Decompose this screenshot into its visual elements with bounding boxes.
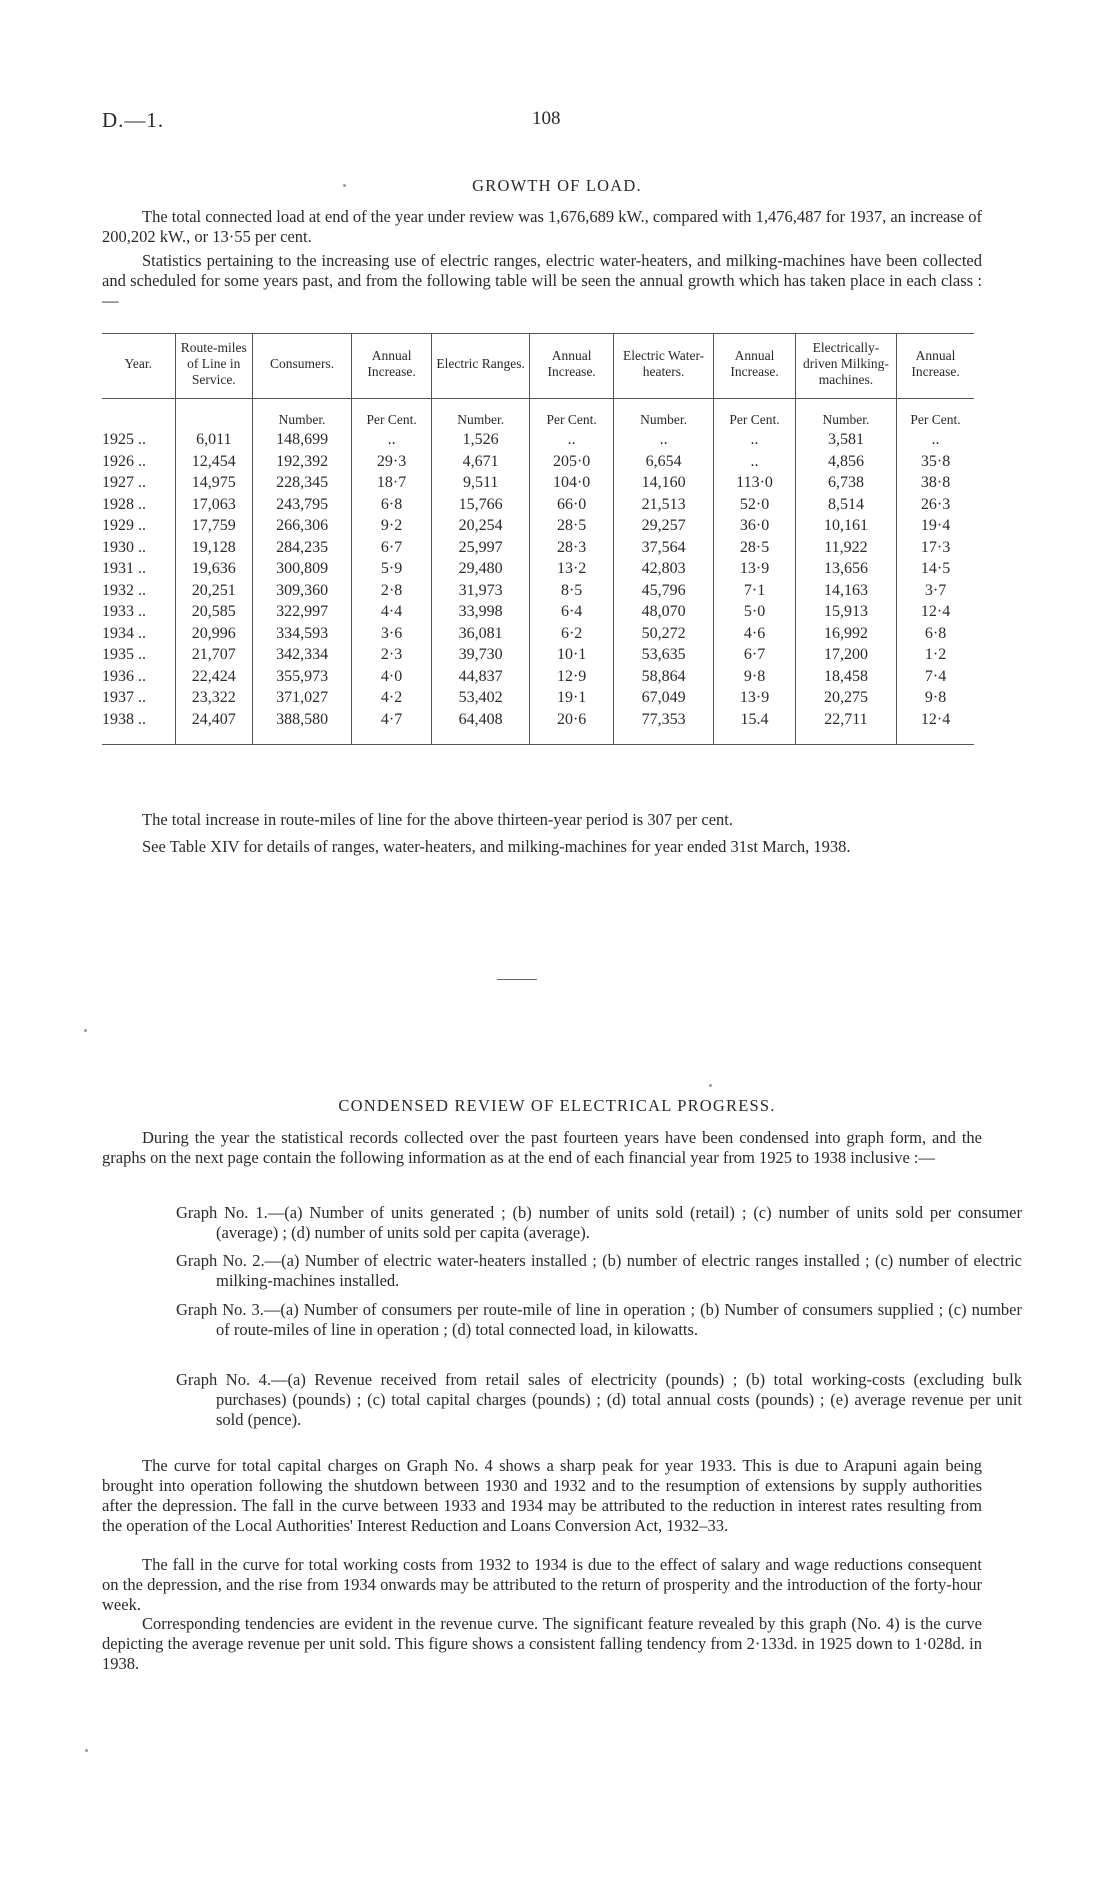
- table-cell: 4·6: [714, 623, 796, 645]
- section-title-condensed-review: CONDENSED REVIEW OF ELECTRICAL PROGRESS.: [338, 1096, 776, 1115]
- unit-cell: Per Cent.: [897, 399, 974, 430]
- paragraph-table-reference: See Table XIV for details of ranges, water-heaters, and milking-machines for year ended 31st March, 1938.: [142, 837, 851, 856]
- table-cell: 1934 ..: [102, 624, 146, 642]
- table-cell: 2·3: [352, 644, 432, 666]
- table-row: [102, 644, 974, 666]
- graph-item-4: [176, 1370, 1022, 1430]
- table-cell: 6·2: [530, 623, 614, 645]
- table-cell: 20,996: [175, 623, 253, 645]
- table-cell: 1·2: [897, 644, 974, 666]
- table-cell: 25,997: [431, 537, 529, 559]
- unit-cell: Number.: [253, 399, 352, 430]
- header-annual-increase-consumers: Annual Increase.: [352, 334, 432, 399]
- graph-item-1: [176, 1203, 1022, 1243]
- graph-item-2: [176, 1251, 1022, 1291]
- table-cell: 1925 ..: [102, 431, 146, 448]
- table-cell: 342,334: [253, 644, 352, 666]
- unit-cell: [175, 399, 253, 430]
- table-cell: 7·4: [897, 666, 974, 688]
- table-cell: 14,160: [613, 472, 713, 494]
- unit-cell: Number.: [613, 399, 713, 430]
- table-cell: 22,711: [795, 709, 896, 745]
- table-cell: 16,992: [795, 623, 896, 645]
- table-cell: 388,580: [253, 709, 352, 745]
- table-cell: 1938 ..: [102, 710, 146, 728]
- table-cell: ..: [714, 429, 796, 451]
- unit-cell: Per Cent.: [714, 399, 796, 430]
- table-cell: 266,306: [253, 515, 352, 537]
- header-milking-machines: Electrically-driven Milking-machines.: [795, 334, 896, 399]
- table-row: [102, 537, 974, 559]
- print-speck: [709, 1084, 712, 1087]
- table-row: [102, 623, 974, 645]
- table-cell: 42,803: [613, 558, 713, 580]
- table-cell: ..: [530, 429, 614, 451]
- units-row: [102, 399, 974, 430]
- table-cell: 205·0: [530, 451, 614, 473]
- table-cell: 6,011: [175, 429, 253, 451]
- table-cell: 5·0: [714, 601, 796, 623]
- table-cell: 19·4: [897, 515, 974, 537]
- table-cell: 31,973: [431, 580, 529, 602]
- table-cell: 1926 ..: [102, 452, 146, 470]
- graph-item-lead: Graph No. 1.—: [176, 1203, 285, 1222]
- table-row: [102, 515, 974, 537]
- table-cell: 26·3: [897, 494, 974, 516]
- paragraph-statistics-intro: Statistics pertaining to the increasing use of electric ranges, electric water-heaters, and milking-machines have been collected and scheduled for some years past, and from the following table will be seen the annual growth which has taken place in each class :—: [102, 251, 982, 310]
- table-cell: 53,402: [431, 687, 529, 709]
- graph-item-3: [176, 1300, 1022, 1340]
- graph-item-lead: Graph No. 4.—: [176, 1370, 288, 1389]
- graph-item-lead: Graph No. 2.—: [176, 1251, 282, 1270]
- table-cell: 28·5: [714, 537, 796, 559]
- section-title-growth-of-load: GROWTH OF LOAD.: [472, 176, 642, 195]
- table-cell: 52·0: [714, 494, 796, 516]
- table-cell: 113·0: [714, 472, 796, 494]
- table-cell: 6·7: [714, 644, 796, 666]
- print-speck: [84, 1029, 87, 1032]
- graph-item-text: (a) Number of electric water-heaters installed ; (b) number of electric ranges installed ; (c) number of electric milking-machines installed.: [216, 1251, 1022, 1290]
- table-cell: 20,254: [431, 515, 529, 537]
- table-cell: 9·8: [897, 687, 974, 709]
- print-speck: [85, 1749, 88, 1752]
- table-row: [102, 558, 974, 580]
- table-cell: 48,070: [613, 601, 713, 623]
- table-cell: 38·8: [897, 472, 974, 494]
- table-cell: 309,360: [253, 580, 352, 602]
- table-cell: 20,251: [175, 580, 253, 602]
- table-cell: 10·1: [530, 644, 614, 666]
- header-year: Year.: [102, 334, 175, 399]
- table-cell: 44,837: [431, 666, 529, 688]
- table-cell: 20,275: [795, 687, 896, 709]
- page-number: 108: [532, 108, 561, 129]
- table-row: [102, 429, 974, 451]
- table-cell: 14,975: [175, 472, 253, 494]
- table-cell: 243,795: [253, 494, 352, 516]
- table-cell: 14·5: [897, 558, 974, 580]
- table-cell: 33,998: [431, 601, 529, 623]
- table-cell: 6,654: [613, 451, 713, 473]
- table-cell: 22,424: [175, 666, 253, 688]
- table-cell: 29·3: [352, 451, 432, 473]
- table-cell: 19,636: [175, 558, 253, 580]
- table-cell: 17,063: [175, 494, 253, 516]
- table-cell: 4·4: [352, 601, 432, 623]
- table-cell: 6·4: [530, 601, 614, 623]
- table-cell: 15,913: [795, 601, 896, 623]
- table-cell: 18,458: [795, 666, 896, 688]
- graph-item-lead: Graph No. 3.—: [176, 1300, 281, 1319]
- table-cell: 355,973: [253, 666, 352, 688]
- print-speck: [343, 184, 346, 187]
- table-cell: 192,392: [253, 451, 352, 473]
- table-cell: 53,635: [613, 644, 713, 666]
- table-cell: 1931 ..: [102, 560, 146, 577]
- table-cell: 4,856: [795, 451, 896, 473]
- header-route-miles: Route-miles of Line in Service.: [175, 334, 253, 399]
- paragraph-condensed-intro: During the year the statistical records collected over the past fourteen years have been condensed into graph form, and the graphs on the next page contain the following information as at the end of each financial year from 1925 to 1938 inclusive :—: [102, 1128, 982, 1167]
- table-cell: 1927 ..: [102, 474, 146, 491]
- paragraph-working-costs: The fall in the curve for total working costs from 1932 to 1934 is due to the effect of salary and wage reductions consequent on the depression, and the rise from 1934 onwards may be attributed to the return of prosperity and the introduction of the forty-hour week.: [102, 1555, 982, 1614]
- unit-cell: Number.: [795, 399, 896, 430]
- table-cell: 1932 ..: [102, 581, 146, 599]
- table-cell: 35·8: [897, 451, 974, 473]
- table-cell: 300,809: [253, 558, 352, 580]
- table-cell: 1930 ..: [102, 538, 146, 556]
- table-cell: 18·7: [352, 472, 432, 494]
- paragraph-route-miles-increase: The total increase in route-miles of line for the above thirteen-year period is 307 per cent.: [142, 810, 734, 829]
- table-cell: 322,997: [253, 601, 352, 623]
- table-cell: 1937 ..: [102, 689, 146, 706]
- table-cell: 4·7: [352, 709, 432, 745]
- table-cell: 64,408: [431, 709, 529, 745]
- header-water-heaters: Electric Water-heaters.: [613, 334, 713, 399]
- table-cell: 14,163: [795, 580, 896, 602]
- table-cell: 12·4: [897, 601, 974, 623]
- table-cell: 67,049: [613, 687, 713, 709]
- table-cell: 17,200: [795, 644, 896, 666]
- table-cell: 1928 ..: [102, 495, 146, 513]
- table-cell: 19·1: [530, 687, 614, 709]
- table-row: [102, 494, 974, 516]
- table-cell: 3,581: [795, 429, 896, 451]
- table-cell: 45,796: [613, 580, 713, 602]
- paragraph-revenue-curve: Corresponding tendencies are evident in the revenue curve. The significant feature revealed by this graph (No. 4) is the curve depicting the average revenue per unit sold. This figure shows a consistent falling tendency from 2·133d. in 1925 down to 1·028d. in 1938.: [102, 1614, 982, 1673]
- table-cell: 12·9: [530, 666, 614, 688]
- graph-item-text: (a) Number of units generated ; (b) number of units sold (retail) ; (c) number of units sold per consumer (average) ; (d) number of units sold per capita (average).: [216, 1203, 1022, 1242]
- table-cell: 1936 ..: [102, 667, 146, 685]
- unit-cell: Per Cent.: [530, 399, 614, 430]
- section-divider: [497, 979, 537, 980]
- table-cell: 58,864: [613, 666, 713, 688]
- table-cell: 36,081: [431, 623, 529, 645]
- table-cell: 11,922: [795, 537, 896, 559]
- table-cell: 39,730: [431, 644, 529, 666]
- table-row: [102, 666, 974, 688]
- table-cell: 21,513: [613, 494, 713, 516]
- unit-cell: [102, 399, 175, 430]
- table-cell: 17,759: [175, 515, 253, 537]
- header-annual-increase-milking: Annual Increase.: [897, 334, 974, 399]
- table-header-row: [102, 334, 974, 399]
- table-cell: 13,656: [795, 558, 896, 580]
- table-cell: 4·2: [352, 687, 432, 709]
- table-cell: 20·6: [530, 709, 614, 745]
- table-cell: 9·8: [714, 666, 796, 688]
- graph-item-text: (a) Number of consumers per route-mile of line in operation ; (b) Number of consumers supplied ; (c) number of route-miles of line in operation ; (d) total connected load, in kilowatts.: [216, 1300, 1022, 1339]
- table-row: [102, 601, 974, 623]
- table-cell: 12·4: [897, 709, 974, 745]
- table-cell: ..: [714, 451, 796, 473]
- growth-table: [102, 333, 974, 745]
- header-consumers: Consumers.: [253, 334, 352, 399]
- table-cell: 4·0: [352, 666, 432, 688]
- table-cell: 28·3: [530, 537, 614, 559]
- table-cell: 6·7: [352, 537, 432, 559]
- table-cell: 6·8: [897, 623, 974, 645]
- table-cell: 28·5: [530, 515, 614, 537]
- table-cell: 77,353: [613, 709, 713, 745]
- table-cell: 284,235: [253, 537, 352, 559]
- unit-cell: Per Cent.: [352, 399, 432, 430]
- table-cell: 37,564: [613, 537, 713, 559]
- header-electric-ranges: Electric Ranges.: [431, 334, 529, 399]
- table-cell: 19,128: [175, 537, 253, 559]
- paragraph-capital-charges: The curve for total capital charges on Graph No. 4 shows a sharp peak for year 1933. This is due to Arapuni again being brought into operation following the shutdown between 1930 and 1932 and to the resumption of extensions by supply authorities after the depression. The fall in the curve between 1933 and 1934 may be attributed to the reduction in interest rates resulting from the operation of the Local Authorities' Interest Reduction and Loans Conversion Act, 1932–33.: [102, 1456, 982, 1535]
- table-cell: 24,407: [175, 709, 253, 745]
- table-row: [102, 709, 974, 745]
- table-cell: 6·8: [352, 494, 432, 516]
- table-cell: 50,272: [613, 623, 713, 645]
- table-cell: 13·9: [714, 687, 796, 709]
- table-cell: 13·2: [530, 558, 614, 580]
- table-cell: 13·9: [714, 558, 796, 580]
- header-annual-increase-ranges: Annual Increase.: [530, 334, 614, 399]
- table-cell: 9,511: [431, 472, 529, 494]
- table-row: [102, 472, 974, 494]
- table-cell: 29,257: [613, 515, 713, 537]
- page-code: D.—1.: [102, 108, 165, 132]
- table-cell: 4,671: [431, 451, 529, 473]
- header-annual-increase-heaters: Annual Increase.: [714, 334, 796, 399]
- table-cell: 10,161: [795, 515, 896, 537]
- table-row: [102, 451, 974, 473]
- table-row: [102, 580, 974, 602]
- table-cell: 15.4: [714, 709, 796, 745]
- graph-item-text: (a) Revenue received from retail sales of electricity (pounds) ; (b) total working-costs (excluding bulk purchases) (pounds) ; (c) total capital charges (pounds) ; (d) total annual costs (pounds) ; (e) average revenue per unit sold (pence).: [216, 1370, 1022, 1429]
- table-cell: ..: [897, 429, 974, 451]
- table-cell: 20,585: [175, 601, 253, 623]
- table-cell: 8,514: [795, 494, 896, 516]
- unit-cell: Number.: [431, 399, 529, 430]
- table-cell: 3·6: [352, 623, 432, 645]
- table-cell: 104·0: [530, 472, 614, 494]
- table-cell: 17·3: [897, 537, 974, 559]
- table-cell: 2·8: [352, 580, 432, 602]
- table-cell: 1929 ..: [102, 517, 146, 534]
- table-cell: 1,526: [431, 429, 529, 451]
- paragraph-connected-load: The total connected load at end of the year under review was 1,676,689 kW., compared with 1,476,487 for 1937, an increase of 200,202 kW., or 13·55 per cent.: [102, 207, 982, 246]
- table-cell: 23,322: [175, 687, 253, 709]
- table-cell: 6,738: [795, 472, 896, 494]
- table-cell: 371,027: [253, 687, 352, 709]
- table-cell: 36·0: [714, 515, 796, 537]
- table-cell: 7·1: [714, 580, 796, 602]
- table-cell: 1935 ..: [102, 646, 146, 663]
- table-cell: 228,345: [253, 472, 352, 494]
- table-cell: ..: [613, 429, 713, 451]
- table-cell: 5·9: [352, 558, 432, 580]
- table-cell: 334,593: [253, 623, 352, 645]
- table-cell: 1933 ..: [102, 603, 146, 620]
- table-cell: 3·7: [897, 580, 974, 602]
- table-row: [102, 687, 974, 709]
- table-cell: 66·0: [530, 494, 614, 516]
- table-cell: 9·2: [352, 515, 432, 537]
- table-cell: 12,454: [175, 451, 253, 473]
- table-cell: ..: [352, 429, 432, 451]
- table-cell: 15,766: [431, 494, 529, 516]
- table-cell: 21,707: [175, 644, 253, 666]
- table-cell: 8·5: [530, 580, 614, 602]
- table-cell: 148,699: [253, 429, 352, 451]
- table-cell: 29,480: [431, 558, 529, 580]
